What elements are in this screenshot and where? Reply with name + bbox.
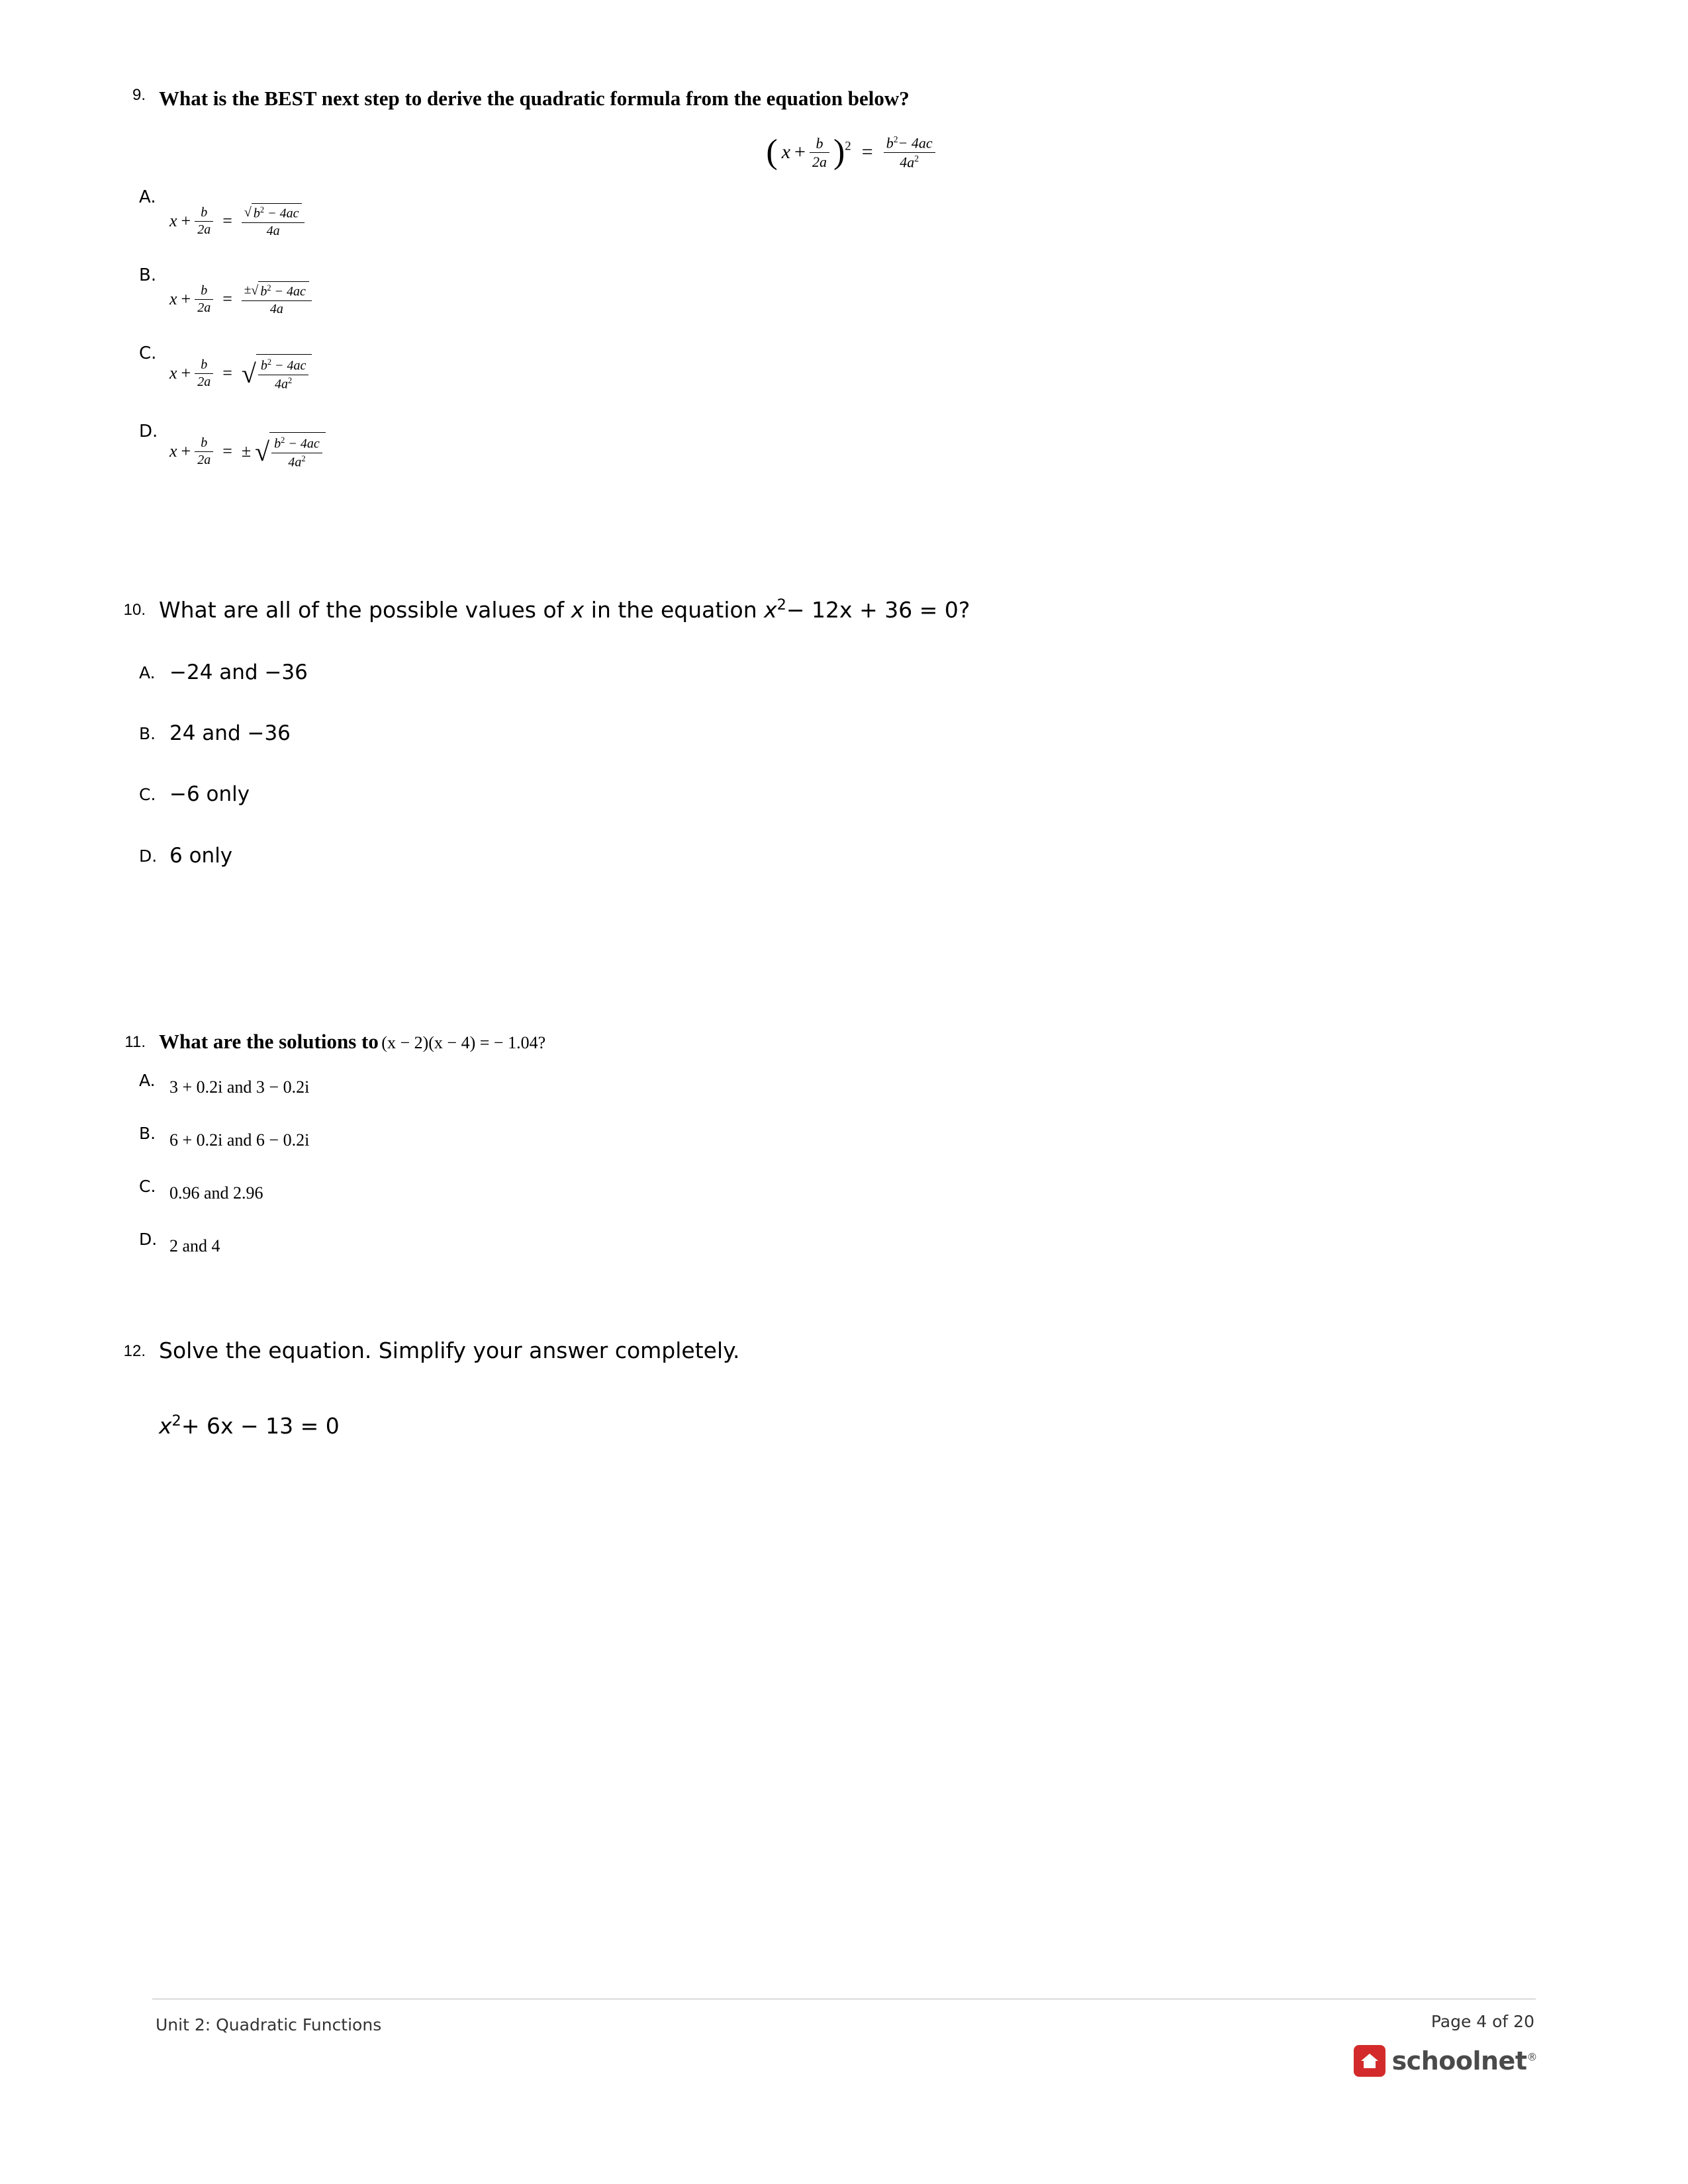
choice-d-letter: D. <box>139 422 158 442</box>
equation-lhs-variable: x <box>781 141 791 163</box>
equation-lhs-plus: + <box>794 141 806 163</box>
question-10-stem <box>159 596 1595 625</box>
question-10-stem-part2: in the equation <box>584 597 765 623</box>
choice-b-letter: B. <box>139 1124 156 1144</box>
choice-c-plus: + <box>181 363 191 383</box>
choice-c-text: −6 only <box>169 782 250 807</box>
choice-c-letter: C. <box>139 1177 156 1197</box>
choice-a[interactable] <box>139 1071 1595 1097</box>
choice-c-lhs-fraction: $\frac{b}{2a}$ <box>195 357 213 390</box>
choice-d-radical: √ $\frac{b^2 - 4ac}{4a^2}$ <box>255 432 326 470</box>
choice-a-letter: A. <box>139 1071 156 1091</box>
equation-exponent: 2 <box>845 139 851 154</box>
equation-right-paren: ) <box>833 132 845 171</box>
question-11-stem <box>159 1029 1595 1054</box>
choice-b-text: 6 + 0.2i and 6 − 0.2i <box>169 1130 310 1150</box>
trademark-symbol: ® <box>1526 2050 1537 2064</box>
choice-a-equals: = <box>222 211 232 231</box>
choice-d[interactable] <box>139 422 1595 500</box>
choice-b-rhs-fraction: $\frac{\pm√ b^2 - 4ac}{4a}$ <box>242 281 312 317</box>
choice-d-body <box>169 422 1595 470</box>
choice-d-lhs-var: x <box>169 441 177 461</box>
footer-subject: Unit 2: Quadratic Functions <box>156 2015 382 2034</box>
choice-c-text: 0.96 and 2.96 <box>169 1183 263 1203</box>
question-11-stem-equation: (x − 2)(x − 4) = − 1.04? <box>381 1033 546 1052</box>
choice-c[interactable] <box>139 343 1595 422</box>
question-10 <box>106 596 1595 869</box>
question-10-choices <box>139 659 1595 869</box>
question-11 <box>106 1029 1595 1256</box>
choice-d-text: 2 and 4 <box>169 1236 220 1256</box>
choice-b-lhs-var: x <box>169 289 177 309</box>
choice-a-rhs-fraction: $\frac{√ b^2 - 4ac}{4a}$ <box>242 203 305 239</box>
choice-c[interactable] <box>139 781 1595 807</box>
choice-a[interactable] <box>139 659 1595 686</box>
choice-b[interactable] <box>139 265 1595 343</box>
question-11-stem-text: What are the solutions to <box>159 1030 379 1053</box>
choice-d-lhs-fraction: $\frac{b}{2a}$ <box>195 435 213 468</box>
choice-d-text: 6 only <box>169 843 233 868</box>
schoolnet-wordmark: schoolnet® <box>1391 2046 1537 2075</box>
choice-b-lhs-fraction: $\frac{b}{2a}$ <box>195 283 213 316</box>
choice-c-letter: C. <box>139 343 157 364</box>
choice-b-text: 24 and −36 <box>169 721 291 746</box>
choice-c-lhs-var: x <box>169 363 177 383</box>
choice-a-body <box>169 187 1595 239</box>
choice-b-plus: + <box>181 289 191 309</box>
choice-d[interactable] <box>139 842 1595 869</box>
choice-a-letter: A. <box>139 662 156 682</box>
choice-b-radical: √ $b^2 - 4ac$ <box>251 281 309 300</box>
choice-d[interactable] <box>139 1230 1595 1256</box>
choice-c-body <box>169 343 1595 392</box>
choice-d-letter: D. <box>139 1230 158 1250</box>
equation-left-paren: ( <box>766 132 778 171</box>
choice-c[interactable] <box>139 1177 1595 1203</box>
choice-d-plus-minus: ± <box>241 441 252 461</box>
choice-b-body <box>169 265 1595 317</box>
equation-lhs-fraction: $\frac{b}{2a}$ <box>810 135 829 171</box>
schoolnet-logo <box>1354 2045 1537 2077</box>
question-9 <box>106 86 1595 500</box>
choice-a-plus: + <box>181 211 191 231</box>
question-9-number: 9. <box>132 86 146 104</box>
choice-a-text: 3 + 0.2i and 3 − 0.2i <box>169 1077 310 1097</box>
question-12-number: 12. <box>123 1342 146 1360</box>
question-10-number: 10. <box>123 601 146 619</box>
question-9-equation <box>106 134 1595 170</box>
choice-a-lhs-fraction: $\frac{b}{2a}$ <box>195 205 213 238</box>
question-9-stem: What is the BEST next step to derive the quadratic formula from the equation below? <box>159 87 910 110</box>
question-10-stem-variable: x <box>571 597 585 623</box>
schoolnet-home-icon <box>1354 2045 1385 2077</box>
choice-d-inner-fraction: $\frac{b^2 - 4ac}{4a^2}$ <box>271 435 322 470</box>
question-12-equation <box>159 1412 1595 1441</box>
choice-d-letter: D. <box>139 846 158 866</box>
choice-c-equals: = <box>222 363 232 383</box>
question-11-choices <box>139 1071 1595 1256</box>
question-12 <box>106 1337 1595 1441</box>
choice-b-letter: B. <box>139 724 156 744</box>
choice-a-radical: √ $b^2 - 4ac$ <box>244 203 303 222</box>
footer-page-number: Page 4 of 20 <box>1430 2012 1534 2031</box>
choice-a-lhs-var: x <box>169 211 177 231</box>
question-9-choices <box>106 187 1595 500</box>
choice-b[interactable] <box>139 720 1595 747</box>
question-11-number: 11. <box>124 1033 146 1051</box>
choice-a-text: −24 and −36 <box>169 660 308 684</box>
choice-a[interactable] <box>139 187 1595 265</box>
question-10-stem-part1: What are all of the possible values of <box>159 597 571 623</box>
choice-c-inner-fraction: $\frac{b^2 - 4ac}{4a^2}$ <box>258 357 309 392</box>
choice-c-radical: √ $\frac{b^2 - 4ac}{4a^2}$ <box>242 354 312 392</box>
choice-b-equals: = <box>222 289 232 309</box>
choice-b[interactable] <box>139 1124 1595 1150</box>
question-12-stem: Solve the equation. Simplify your answer completely. <box>159 1338 740 1363</box>
choice-b-plus-minus: ± <box>244 283 252 297</box>
choice-d-equals: = <box>222 441 232 461</box>
question-12-equation-exponent: 2 <box>171 1412 181 1430</box>
choice-c-letter: C. <box>139 785 156 805</box>
choice-d-plus: + <box>181 441 191 461</box>
question-12-equation-variable: x <box>159 1412 172 1439</box>
question-10-inline-equation: $x^2- 12x + 36 = 0$? <box>764 596 970 623</box>
equation-rhs-fraction: $\frac{b^2- 4ac}{4a^2}$ <box>884 134 935 170</box>
question-12-equation-rest: + 6x − 13 = 0 <box>181 1412 340 1439</box>
choice-b-letter: B. <box>139 265 157 286</box>
choice-a-letter: A. <box>139 187 156 208</box>
equation-equals: = <box>861 141 873 163</box>
